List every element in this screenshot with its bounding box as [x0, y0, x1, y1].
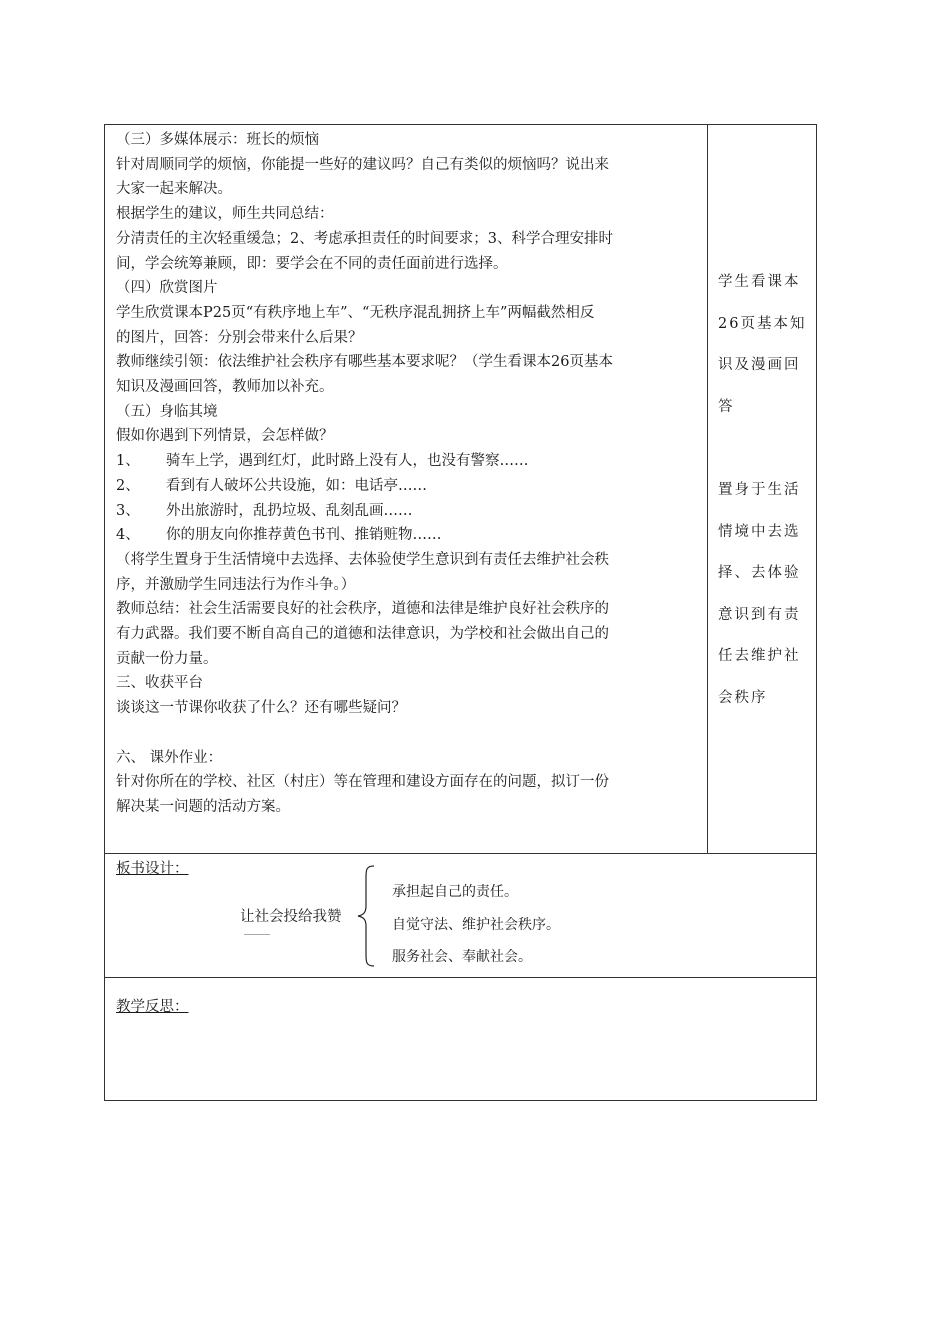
board-item: 承担起自己的责任。	[392, 884, 518, 900]
scenario-item	[116, 474, 702, 499]
side-note-block-1	[718, 262, 812, 428]
side-note-line: 识及漫画回	[718, 357, 801, 373]
side-note-block-2	[718, 470, 812, 719]
blank-line	[116, 721, 702, 746]
scenario-number: 4、	[116, 527, 140, 544]
text-line: （将学生置身于生活情境中去选择、去体验使学生意识到有责任去维护社会秩	[116, 551, 609, 568]
text-line: 根据学生的建议，师生共同总结：	[116, 206, 334, 223]
text-line: 教师继续引领：依法维护社会秩序有哪些基本要求呢？（学生看课本26页基本	[116, 354, 613, 371]
scenario-item	[116, 499, 702, 524]
scenario-item	[116, 523, 702, 548]
scenario-text: 你的朋友向你推荐黄色书刊、推销赃物……	[166, 527, 442, 544]
board-design-label: 板书设计：	[116, 861, 189, 877]
text-line: 解决某一问题的活动方案。	[116, 798, 290, 815]
text-line: 分清责任的主次轻重缓急；2、考虑承担责任的时间要求；3、科学合理安排时	[116, 230, 613, 247]
text-line: 序，并激励学生同违法行为作斗争。）	[116, 576, 356, 593]
scenario-text: 外出旅游时，乱扔垃圾、乱刻乱画……	[166, 502, 413, 519]
scenario-text: 骑车上学，遇到红灯，此时路上没有人，也没有警察……	[166, 453, 529, 470]
scenario-number: 2、	[116, 477, 140, 494]
text-line: 有力武器。我们要不断自高自己的道德和法律意识，为学校和社会做出自己的	[116, 626, 609, 643]
reflection-label: 教学反思：	[116, 999, 189, 1015]
board-item: 自觉守法、维护社会秩序。	[392, 916, 560, 933]
text-line: 教师总结：社会生活需要良好的社会秩序，道德和法律是维护良好社会秩序的	[116, 601, 609, 618]
teaching-process-column	[116, 128, 702, 820]
scenario-number: 1、	[116, 453, 140, 470]
scenario-item	[116, 449, 702, 474]
board-items	[392, 876, 560, 974]
side-note-line: 答	[718, 398, 735, 415]
scenario-number: 3、	[116, 502, 140, 519]
side-note-line: 任去维护社	[718, 648, 801, 664]
row-divider-board	[104, 853, 817, 854]
text-line: 假如你遇到下列情景，会怎样做？	[116, 428, 334, 445]
section-heading: 三、收获平台	[116, 675, 203, 692]
text-line: 知识及漫画回答，教师加以补充。	[116, 379, 334, 396]
text-line: 针对周顺同学的烦恼，你能提一些好的建议吗？自己有类似的烦恼吗？说出来	[116, 156, 609, 173]
side-note-line: 26页基本知	[718, 315, 807, 332]
text-line: 间，学会统筹兼顾，即：要学会在不同的责任面前进行选择。	[116, 255, 508, 272]
text-line: 针对你所在的学校、社区（村庄）等在管理和建设方面存在的问题，拟订一份	[116, 774, 609, 791]
curly-brace-icon	[356, 864, 378, 968]
text-line: （三）多媒体展示：班长的烦恼	[116, 132, 319, 148]
side-note-line: 会秩序	[718, 689, 768, 706]
text-line: 大家一起来解决。	[116, 181, 232, 198]
side-note-line: 择、去体验	[718, 565, 801, 581]
side-note-line: 学生看课本	[718, 274, 801, 290]
board-item: 服务社会、奉献社会。	[392, 949, 532, 965]
homework-heading: 六、 课外作业：	[116, 749, 223, 766]
board-title: 让社会投给我赞	[240, 909, 342, 925]
faint-mark	[244, 934, 270, 939]
scenario-text: 看到有人破坏公共设施，如：电话亭……	[166, 477, 427, 494]
side-note-line: 置身于生活	[718, 482, 801, 498]
text-line: 谈谈这一节课你收获了什么？还有哪些疑问？	[116, 700, 406, 717]
side-note-line: 意识到有责	[718, 606, 801, 623]
text-line: （五）身临其境	[116, 403, 218, 420]
row-divider-reflection	[104, 977, 817, 978]
text-line: 贡献一份力量。	[116, 650, 218, 667]
side-note-line: 情境中去选	[718, 523, 801, 540]
text-line: （四）欣赏图片	[116, 280, 218, 297]
text-line: 的图片，回答：分别会带来什么后果？	[116, 329, 363, 346]
text-line: 学生欣赏课本P25页“有秩序地上车”、“无秩序混乱拥挤上车”两幅截然相反	[116, 304, 595, 321]
column-divider	[707, 124, 708, 854]
